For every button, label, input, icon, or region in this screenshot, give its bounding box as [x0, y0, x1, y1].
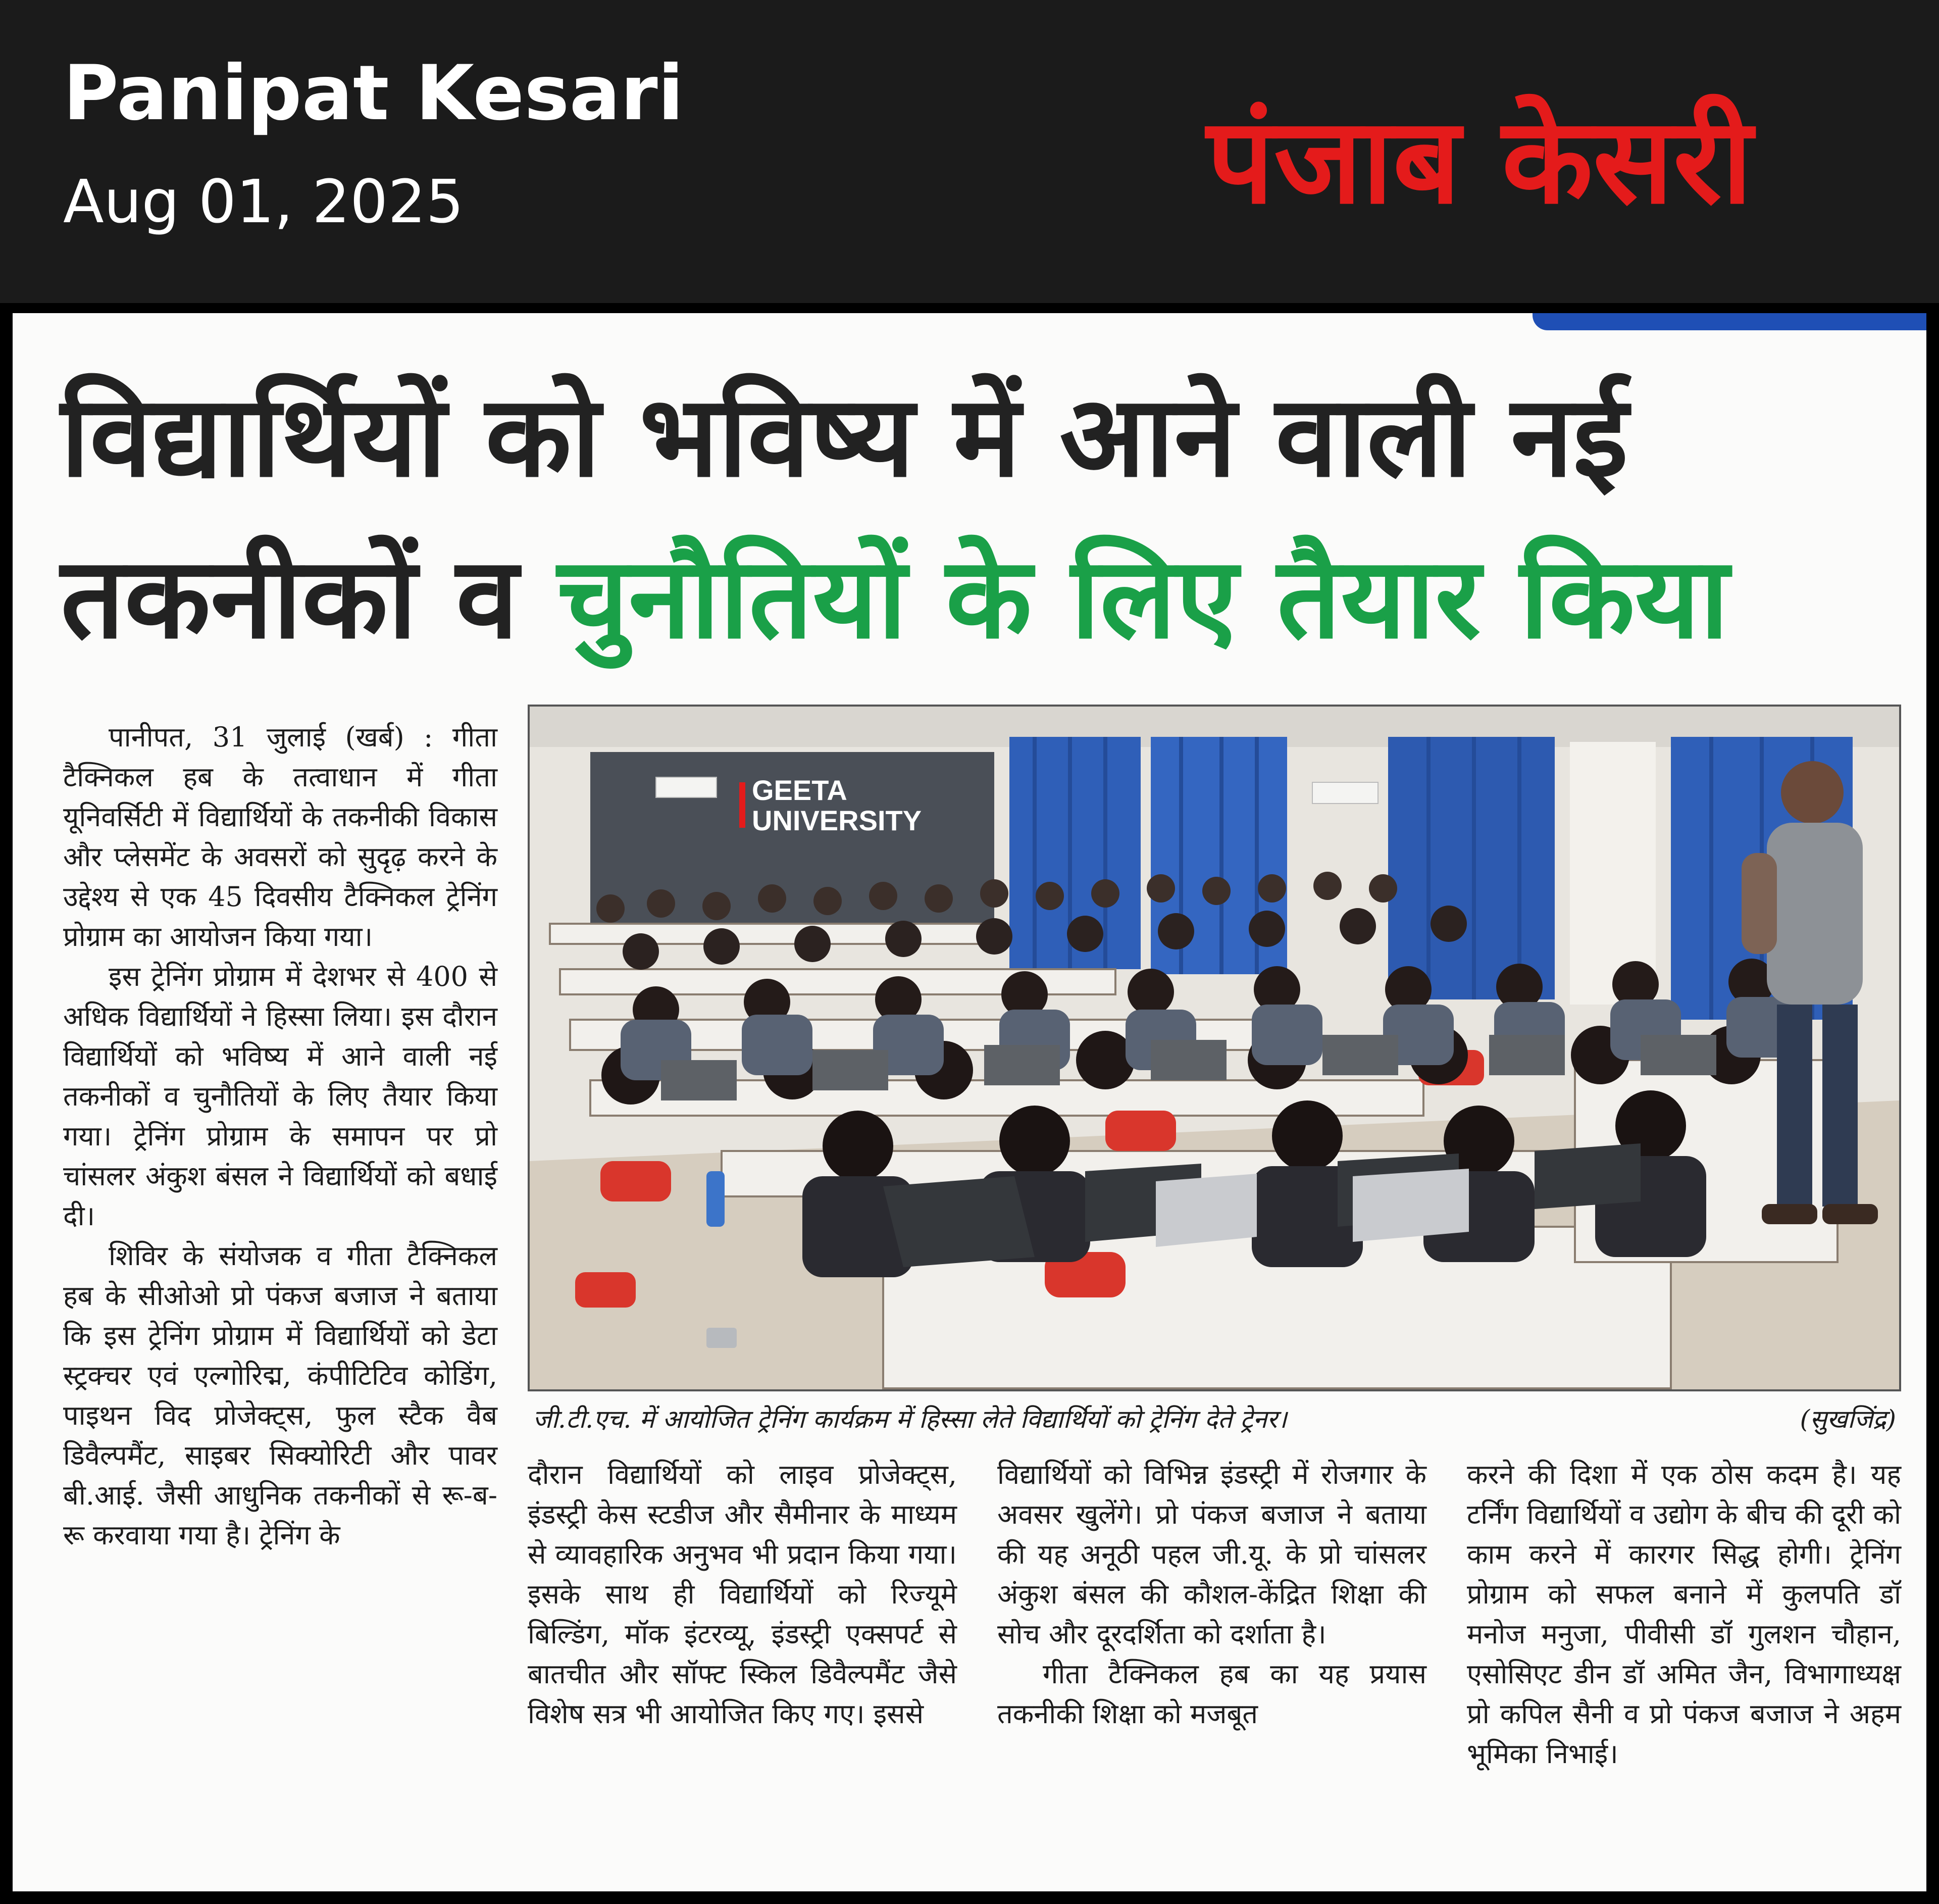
- article-column-4: [1467, 1455, 1901, 1774]
- article-paragraph: शिविर के संयोजक व गीता टैक्निकल हब के सीओओ प्रो पंकज बजाज ने बताया कि इस ट्रेनिंग प्रोग्राम में विद्यार्थियों को डेटा स्ट्रक्चर एवं एल्गोरिद्म, कंपीटिटिव कोडिंग, पाइथन विद प्रोजेक्ट्स, फुल स्टैक वैब डिवैल्पमैंट, साइबर सिक्योरिटी और पावर बी.आई. जैसी आधुनिक तकनीकों से रू-ब-रू करवाया गया है। ट्रेनिंग के: [63, 1240, 497, 1551]
- header-bar: [0, 0, 1939, 303]
- wall-sign-line-2: UNIVERSITY: [752, 805, 922, 836]
- article-paragraph: इस ट्रेनिंग प्रोग्राम में देशभर से 400 से अधिक विद्यार्थियों ने हिस्सा लिया। इस दौरान विद्यार्थियों को भविष्य में आने वाली नई तकनीकों व चुनौतियों के लिए तैयार किया गया। ट्रेनिंग प्रोग्राम के समापन पर प्रो चांसलर अंकुश बंसल ने विद्यार्थियों को बधाई दी।: [63, 961, 497, 1232]
- classroom-photo-illustration: [530, 707, 1899, 1389]
- publication-date: Aug 01, 2025: [63, 167, 464, 236]
- article-column-1: [63, 717, 497, 1555]
- wall-sign-line-1: GEETA: [752, 774, 847, 806]
- headline-line-1: विद्यार्थियों को भविष्य में आने वाली नई: [61, 372, 1628, 502]
- article-paragraph: विद्यार्थियों को विभिन्न इंडस्ट्री में रोजगार के अवसर खुलेंगे। प्रो पंकज बजाज ने बताया की यह अनूठी पहल जी.यू. के प्रो चांसलर अंकुश बंसल की कौशल-केंद्रित शिक्षा की सोच और दूरदर्शिता को दर्शाता है।: [997, 1459, 1426, 1650]
- article-paragraph: गीता टैक्निकल हब का यह प्रयास तकनीकी शिक्षा को मजबूत: [997, 1658, 1426, 1730]
- headline-black-part: तकनीकों व: [61, 533, 519, 664]
- article-column-2: [528, 1455, 957, 1734]
- article-paragraph: करने की दिशा में एक ठोस कदम है। यह टर्निंग विद्यार्थियों व उद्योग के बीच की दूरी को काम करने में कारगर सिद्ध होगी। ट्रेनिंग प्रोग्राम को सफल बनाने में कुलपति डॉ मनोज मनुजा, पीवीसी डॉ गुलशन चौहान, एसोसिएट डीन डॉ अमित जैन, विभागाध्यक्ष प्रो कपिल सैनी व प्रो पंकज बजाज ने अहम भूमिका निभाई।: [1467, 1459, 1901, 1770]
- publication-name: Panipat Kesari: [63, 49, 684, 137]
- photo-caption: [533, 1399, 1896, 1439]
- newspaper-clipping: [13, 313, 1926, 1891]
- article-paragraph: पानीपत, 31 जुलाई (खर्ब) : गीता टैक्निकल हब के तत्वाधान में गीता यूनिवर्सिटी में विद्यार्थियों के तकनीकी विकास और प्लेसमेंट के अवसरों को सुदृढ़ करने के उद्देश्य से एक 45 दिवसीय टैक्निकल ट्रेनिंग प्रोग्राम का आयोजन किया गया।: [63, 721, 497, 953]
- caption-text: जी.टी.एच. में आयोजित ट्रेनिंग कार्यक्रम में हिस्सा लेते विद्यार्थियों को ट्रेनिंग देते ट्रेनर।: [533, 1405, 1287, 1434]
- newspaper-masthead-logo: पंजाब केसरी: [1206, 92, 1753, 230]
- headline-green-part: चुनौतियों के लिए तैयार किया: [557, 533, 1729, 664]
- classroom-photo: [528, 705, 1901, 1391]
- headline-line-2: [61, 523, 1889, 674]
- photo-credit: (सुखजिंद्र): [1800, 1405, 1896, 1434]
- page-corner-mark: [1533, 313, 1926, 330]
- article-paragraph: दौरान विद्यार्थियों को लाइव प्रोजेक्ट्स, इंडस्ट्री केस स्टडीज और सैमीनार के माध्यम से व्यावहारिक अनुभव भी प्रदान किया गया। इसके साथ ही विद्यार्थियों को रिज्यूमे बिल्डिंग, मॉक इंटरव्यू, इंडस्ट्री एक्सपर्ट से बातचीत और सॉफ्ट स्किल डिवैल्पमैंट जैसे विशेष सत्र भी आयोजित किए गए। इससे: [528, 1459, 957, 1730]
- article-column-3: [997, 1455, 1426, 1734]
